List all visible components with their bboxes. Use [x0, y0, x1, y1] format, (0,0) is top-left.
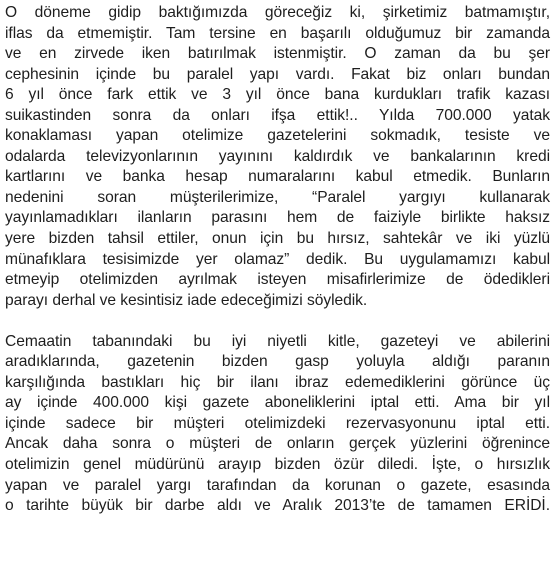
text-line: odalarda televizyonlarının yayınını kaldırdık ve bankalarının kredi [5, 147, 550, 165]
text-line: yayınlamadıkları ilanların parasını hem de faiziyle birlikte haksız [5, 209, 550, 227]
text-line: münafıklara tesisimizde yer olamaz” dedik. Bu uygulamamızı kabul [5, 250, 550, 268]
text-line: içinde sadece bir müşteri otelimizdeki rezervasyonunu iptal etti. [5, 414, 550, 432]
text-line: o tarihte büyük bir darbe aldı ve Aralık 2013’te de tamamen ERİDİ. [5, 497, 550, 515]
text-line: parayı derhal ve kesintisiz iade edeceğimizi söyledik. [5, 291, 368, 309]
text-line: karşılığında bastıkları hiç bir ilanı ibraz edemediklerini görünce üç [5, 373, 550, 391]
text-line: otelimizin genel müdürünü arayıp bizden özür diledi. İşte, o hırsızlık [5, 455, 550, 473]
text-line: yapan ve paralel yargı tarafından da korunan o gazete, esasında [5, 476, 550, 494]
text-line: cephesinin içinde bu paralel yapı vardı. Fakat biz onları bundan [5, 65, 550, 83]
text-line: nedenini soran müşterilerimize, “Paralel yargıyı kullanarak [5, 188, 550, 206]
text-line: Ancak daha sonra o müşteri de onların gerçek yüzlerini öğrenince [5, 435, 550, 453]
paragraph-2 [5, 332, 550, 517]
text-line: O döneme gidip baktığımızda göreceğiz ki, şirketimiz batmamıştır, [5, 4, 550, 21]
text-line: Cemaatin tabanındaki bu iyi niyetli kitle, gazeteyi ve abilerini [5, 332, 550, 350]
text-line: iflas da etmemiştir. Tam tersine en başarılı olduğumuz bir zamanda [5, 24, 550, 42]
text-line: konaklaması yapan otelimize gazetelerini sokmadık, tesiste ve [5, 127, 550, 145]
text-line: yere bizden tahsil ettiler, onun için bu hırsız, sahtekâr ve iki yüzlü [5, 230, 550, 248]
text-line: etmeyip otelimizden ayrılmak isteyen misafirlerimize de ödedikleri [5, 271, 550, 289]
text-line: 6 yıl önce fark ettik ve 3 yıl önce bana kurdukları trafik kazası [5, 86, 550, 104]
text-line: ay içinde 400.000 kişi gazete aboneliklerini iptal etti. Ama bir yıl [5, 394, 550, 412]
text-line: ve en zirvede iken batırılmak istenmiştir. O zaman da bu şer [5, 45, 550, 63]
text-line: aradıklarında, gazetenin bizden gasp yoluyla aldığı paranın [5, 353, 550, 371]
text-line: suikastinden sonra da onları ifşa ettik!.. Yılda 700.000 yatak [5, 106, 550, 124]
paragraph-1 [5, 3, 550, 311]
text-line: kartlarını ve banka hesap numaralarını kabul etmedik. Bunların [5, 168, 550, 186]
